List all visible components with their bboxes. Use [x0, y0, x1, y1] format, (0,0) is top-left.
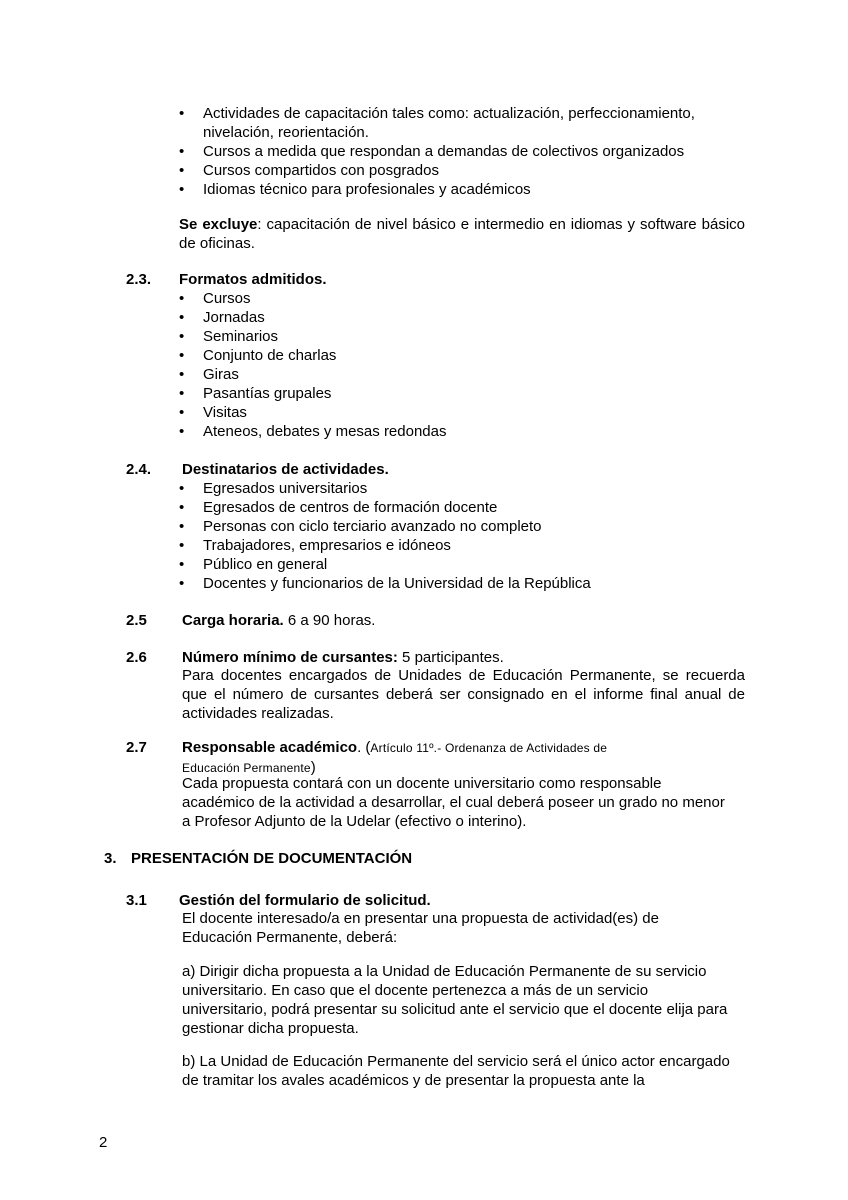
exclusion-paragraph [179, 215, 745, 253]
intro-bullet-list [179, 104, 724, 199]
list-item: • Idiomas técnico para profesionales y académicos [179, 180, 724, 199]
section-3-1-para-b: b) La Unidad de Educación Permanente del servicio será el único actor encargado de tramitar los avales académicos y de presentar la propuesta ante la [182, 1053, 730, 1089]
list-item: • Cursos [179, 289, 724, 308]
list-item: • Cursos a medida que respondan a demandas de colectivos organizados [179, 142, 724, 161]
list-item: • Personas con ciclo terciario avanzado no completo [179, 517, 724, 536]
list-item: • Visitas [179, 403, 724, 422]
recipients-list [179, 479, 724, 593]
section-title-3-1: Gestión del formulario de solicitud. [179, 892, 431, 909]
section-number-3: 3. [104, 850, 117, 867]
section-number-2-3: 2.3. [126, 271, 152, 288]
list-item: • Conjunto de charlas [179, 346, 724, 365]
reference-line-1: Artículo 11º.- Ordenanza de Actividades de [370, 741, 608, 755]
section-title-2-7: Responsable académico [182, 739, 358, 756]
list-item: • Ateneos, debates y mesas redondas [179, 422, 724, 441]
list-item: • Pasantías grupales [179, 384, 724, 403]
exclusion-label: Se excluye [179, 216, 258, 233]
min-participants-value: 5 participantes. [397, 649, 504, 666]
section-2-6-body: Para docentes encargados de Unidades de Educación Permanente, se recuerda que el número de cursantes deberá ser consignado en el informe final anual de actividades realizadas. [182, 667, 745, 722]
list-item: • Giras [179, 365, 724, 384]
workload-value: 6 a 90 horas. [283, 612, 376, 629]
section-title-2-4: Destinatarios de actividades. [182, 461, 389, 478]
section-number-2-7: 2.7 [126, 739, 147, 756]
section-3-1-intro: El docente interesado/a en presentar una propuesta de actividad(es) de Educación Permanente, deberá: [182, 910, 659, 946]
section-title-2-3: Formatos admitidos. [179, 271, 327, 288]
section-3-1-para-a: a) Dirigir dicha propuesta a la Unidad de Educación Permanente de su servicio universitario. En caso que el docente pertenezca a más de un servicio universitario, podrá presentar su solicitud ante el servicio que el docente elija para gestionar dicha propuesta. [182, 963, 728, 1037]
page-number: 2 [99, 1134, 108, 1151]
list-item: • Trabajadores, empresarios e idóneos [179, 536, 724, 555]
section-number-2-5: 2.5 [126, 612, 147, 629]
section-title-2-6: Número mínimo de cursantes: [182, 649, 398, 666]
section-title-2-5: Carga horaria. [182, 612, 284, 629]
list-item: • Actividades de capacitación tales como: actualización, perfeccionamiento, nivelación, reorientación. [179, 104, 724, 142]
section-2-7-heading [182, 738, 742, 778]
section-number-2-6: 2.6 [126, 649, 147, 666]
list-item: • Egresados de centros de formación docente [179, 498, 724, 517]
section-2-7-body: Cada propuesta contará con un docente universitario como responsable académico de la actividad a desarrollar, el cual deberá poseer un grado no menor a Profesor Adjunto de la Udelar (efectivo o interino). [182, 775, 725, 830]
list-item: • Egresados universitarios [179, 479, 724, 498]
list-item: • Público en general [179, 555, 724, 574]
section-number-2-4: 2.4. [126, 461, 152, 478]
formats-list [179, 289, 724, 441]
reference-close: ) [310, 759, 316, 776]
section-2-6-line [182, 648, 504, 667]
list-item: • Jornadas [179, 308, 724, 327]
list-item: • Seminarios [179, 327, 724, 346]
exclusion-text: : capacitación de nivel básico e intermedio en idiomas y software básico de oficinas. [179, 216, 746, 252]
list-item: • Cursos compartidos con posgrados [179, 161, 724, 180]
reference-open: . ( [357, 739, 371, 756]
section-number-3-1: 3.1 [126, 892, 147, 909]
reference-line-2: Educación Permanente [182, 761, 311, 775]
section-2-5-line [182, 611, 375, 630]
list-item: • Docentes y funcionarios de la Universidad de la República [179, 574, 724, 593]
section-title-3: PRESENTACIÓN DE DOCUMENTACIÓN [131, 850, 413, 867]
